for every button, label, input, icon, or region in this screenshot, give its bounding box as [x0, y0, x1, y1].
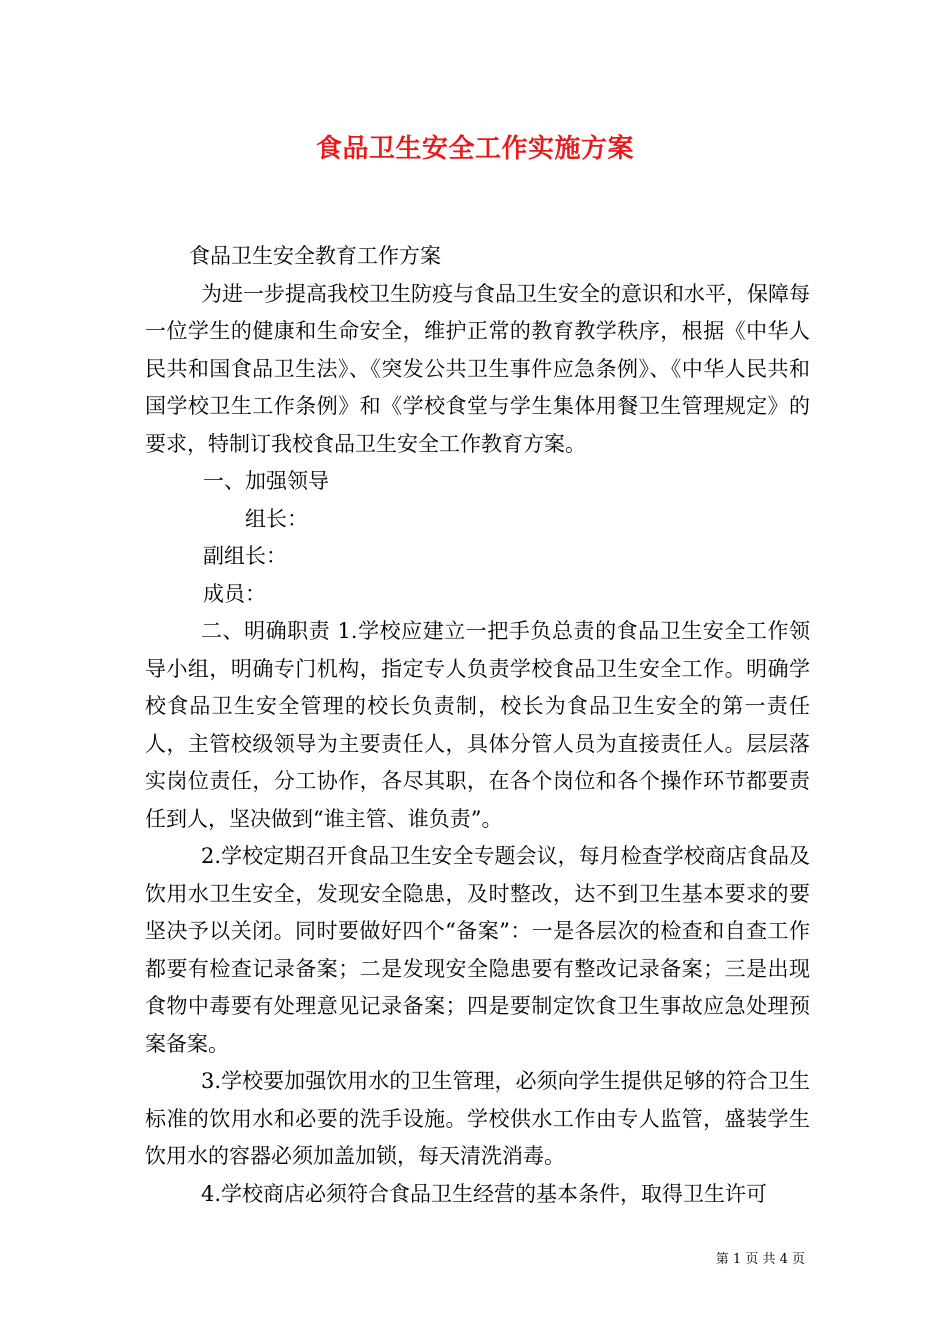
page-number: 第 1 页 共 4 页	[715, 1252, 805, 1267]
section-heading-leadership: 一、加强领导	[203, 469, 329, 493]
members-label: 成员：	[203, 581, 266, 606]
responsibility-paragraph-1: 二、明确职责 1.学校应建立一把手负总责的食品卫生安全工作领导小组，明确专门机构，指定专人负责学校食品卫生安全工作。明确学校食品卫生安全管理的校长负责制，校长为食品卫生安全的第一责任人，主管校级领导为主要责任人，具体分管人员为直接责任人。层层落实岗位责任，分工协作，各尽其职，在各个岗位和各个操作环节都要责任到人，坚决做到“谁主管、谁负责”。	[145, 619, 810, 831]
responsibility-paragraph-3: 3.学校要加强饮用水的卫生管理，必须向学生提供足够的符合卫生标准的饮用水和必要的洗手设施。学校供水工作由专人监管，盛装学生饮用水的容器必须加盖加锁，每天清洗消毒。	[145, 1069, 810, 1168]
document-subtitle: 食品卫生安全教育工作方案	[189, 244, 441, 268]
intro-paragraph: 为进一步提高我校卫生防疫与食品卫生安全的意识和水平，保障每一位学生的健康和生命安全，维护正常的教育教学秩序，根据《中华人民共和国食品卫生法》、《突发公共卫生事件应急条例》、《中华人民共和国学校卫生工作条例》和《学校食堂与学生集体用餐卫生管理规定》的要求，特制订我校食品卫生安全工作教育方案。	[145, 281, 810, 456]
deputy-leader-label: 副组长：	[203, 544, 287, 568]
responsibility-paragraph-2: 2.学校定期召开食品卫生安全专题会议，每月检查学校商店食品及饮用水卫生安全，发现安全隐患，及时整改，达不到卫生基本要求的要坚决予以关闭。同时要做好四个“备案”：一是各层次的检查和自查工作都要有检查记录备案；二是发现安全隐患要有整改记录备案；三是出现食物中毒要有处理意见记录备案；四是要制定饮食卫生事故应急处理预案备案。	[145, 844, 810, 1056]
document-body	[145, 238, 810, 1213]
leader-label: 组长：	[245, 506, 308, 531]
document-title: 食品卫生安全工作实施方案	[315, 134, 634, 164]
responsibility-paragraph-4: 4.学校商店必须符合食品卫生经营的基本条件，取得卫生许可	[201, 1181, 768, 1206]
